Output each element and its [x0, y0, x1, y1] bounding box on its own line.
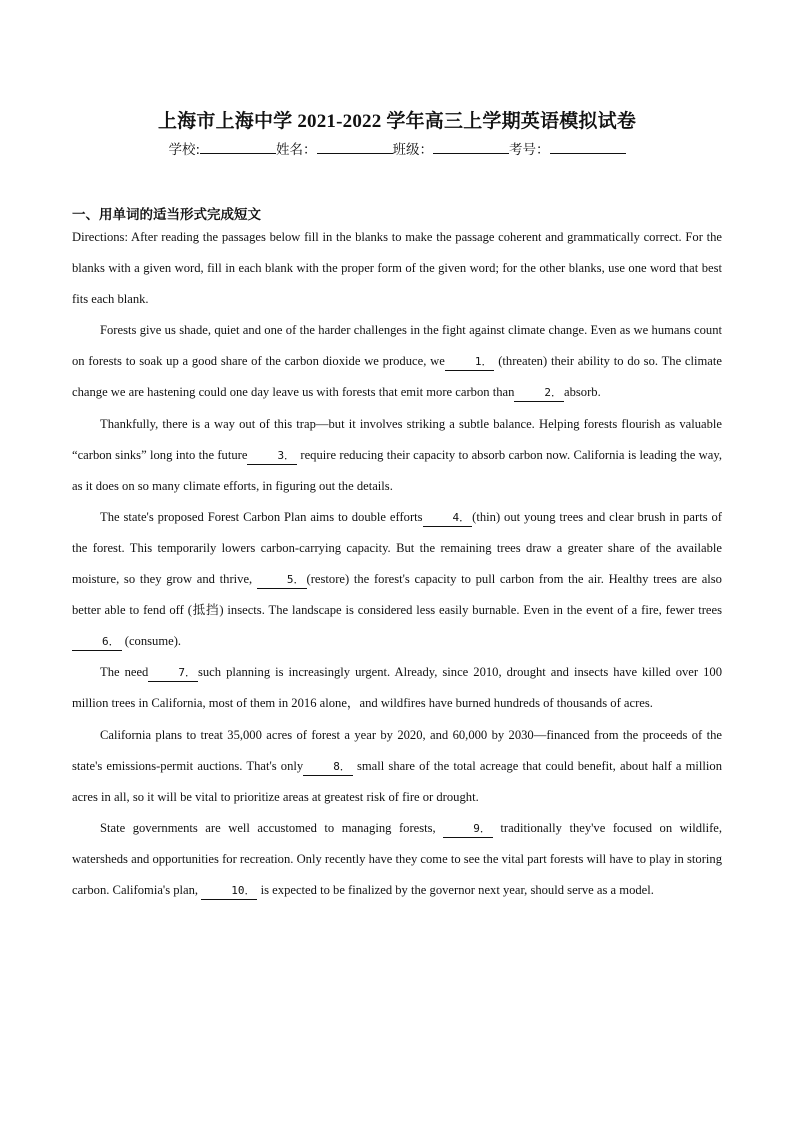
- blank-6[interactable]: 6．: [72, 634, 122, 651]
- paragraph-2: [72, 409, 722, 502]
- student-info-line: [72, 138, 722, 158]
- paragraph-4: [72, 657, 722, 719]
- p5-text-a: California plans to treat 35,000 acres of forest a year by 2020, and 60,000 by 2030—financed from the proceeds of the state's emissions-permit auctions. That's only: [72, 727, 722, 773]
- blank-4[interactable]: 4．: [423, 510, 473, 527]
- section-heading: 一、用单词的适当形式完成短文: [72, 207, 261, 223]
- blank-1[interactable]: 1．: [445, 354, 495, 371]
- directions-text: Directions: After reading the passages below fill in the blanks to make the passage coherent and grammatically correct. For the blanks with a given word, fill in each blank with the proper form of the given word; for the other blanks, use one word that best fits each blank.: [72, 230, 722, 307]
- p3-text-d: (consume).: [121, 634, 182, 649]
- blank-8[interactable]: 8．: [303, 759, 353, 776]
- paragraph-3: [72, 502, 722, 657]
- blank-9[interactable]: 9．: [443, 821, 493, 838]
- p6-text-a: State governments are well accustomed to managing forests,: [100, 820, 444, 835]
- number-blank[interactable]: [550, 141, 626, 154]
- exam-title: 上海市上海中学 2021-2022 学年高三上学期英语模拟试卷: [157, 111, 637, 132]
- paragraph-1: [72, 315, 722, 408]
- p2-text-b: require reducing their capacity to absorb carbon now. California is leading the way, as it does on so many climate efforts, in figuring out the details.: [72, 447, 722, 493]
- blank-3[interactable]: 3．: [247, 448, 297, 465]
- blank-7[interactable]: 7．: [148, 665, 198, 682]
- name-blank[interactable]: [317, 141, 393, 154]
- p2-text-a: Thankfully, there is a way out of this trap—but it involves striking a subtle balance. Helping forests flourish as valuable “carbon sinks” long into the future: [72, 416, 722, 462]
- p1-text-c: absorb.: [564, 385, 601, 400]
- number-label: 考号：: [509, 142, 550, 158]
- p1-text-b: (threaten) their ability to do so. The climate change we are hastening could one day leave us with forests that emit more carbon than: [72, 354, 722, 400]
- passage-body: [72, 222, 722, 906]
- p4-text-a: The need: [100, 665, 149, 680]
- blank-5[interactable]: 5．: [257, 572, 307, 589]
- class-blank[interactable]: [433, 141, 509, 154]
- blank-2[interactable]: 2．: [514, 385, 564, 402]
- p6-text-c: is expected to be finalized by the governor next year, should serve as a model.: [257, 882, 654, 897]
- name-label: 姓名：: [276, 142, 317, 158]
- blank-10[interactable]: 10．: [201, 883, 257, 900]
- p5-text-b: small share of the total acreage that could benefit, about half a million acres in all, so it will be vital to prioritize areas at greatest risk of fire or drought.: [72, 758, 722, 804]
- school-blank[interactable]: [200, 141, 276, 154]
- p1-text-a: Forests give us shade, quiet and one of the harder challenges in the fight against climate change. Even as we humans count on forests to soak up a good share of the carbon dioxide we produce, we: [72, 323, 722, 369]
- p6-text-b: traditionally they've focused on wildlife, watersheds and opportunities for recreation. Only recently have they come to see the vital part forests will have to play in storing carbon. Califomia's plan,: [72, 820, 722, 897]
- p3-text-b: (thin) out young trees and clear brush in parts of the forest. This temporarily lowers carbon-carrying capacity. But the remaining trees draw a greater share of the available moisture, so they grow and thrive,: [72, 509, 722, 587]
- school-label: 学校:: [168, 142, 201, 158]
- class-label: 班级：: [392, 142, 434, 158]
- paragraph-5: [72, 720, 722, 813]
- p4-text-b: such planning is increasingly urgent. Already, since 2010, drought and insects have killed over 100 million trees in California, most of them in 2016 alone，and wildfires have burned hundreds of thousands of acres.: [72, 665, 722, 711]
- p3-text-c: (restore) the forest's capacity to pull carbon from the air. Healthy trees are also better able to fend off (抵挡) insects. The landscape is considered less easily burnable. Even in the event of a fire, fewer trees: [72, 572, 722, 618]
- p3-text-a: The state's proposed Forest Carbon Plan aims to double efforts: [100, 509, 423, 524]
- paragraph-6: [72, 813, 722, 906]
